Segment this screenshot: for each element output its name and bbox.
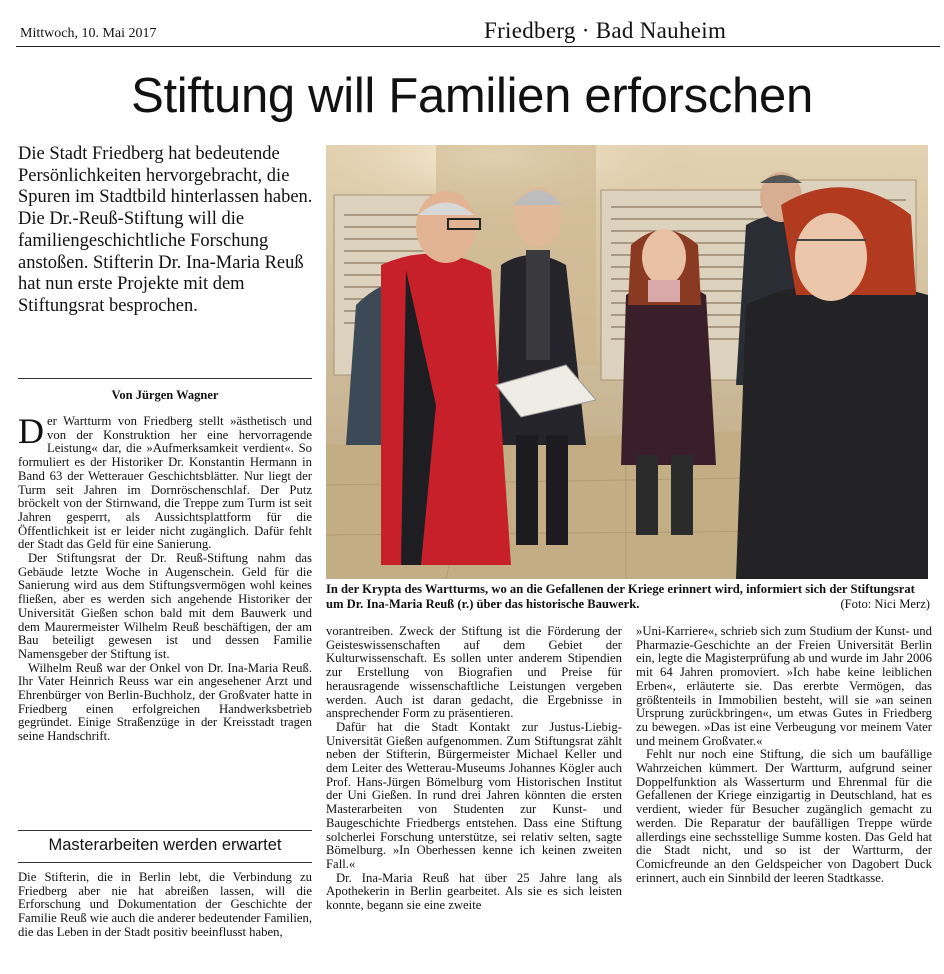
- subheading: Masterarbeiten werden erwartet: [48, 836, 282, 854]
- crypt-photo-illustration: [326, 145, 928, 579]
- article-intro: Die Stadt Friedberg hat bedeutende Persönlichkeiten hervorgebracht, die Spuren im Stadtbild hinterlassen haben. Die Dr.-Reuß-Stiftung will die familiengeschichtliche Forschung anstoßen. Stifterin Dr. Ina-Maria Reuß hat nun erste Projekte mit dem Stiftungsrat besprochen.: [18, 144, 313, 316]
- article-headline: Stiftung will Familien erforschen: [131, 69, 813, 123]
- photo-credit: (Foto: Nici Merz): [840, 596, 930, 611]
- byline: Von Jürgen Wagner: [111, 388, 219, 402]
- text-column-1a: [18, 411, 312, 744]
- divider: [18, 830, 312, 831]
- caption-text: In der Krypta des Wartturms, wo an die Gefallenen der Kriege erinnert wird, informiert sich der Stiftungsrat um Dr. Ina-Maria Reuß (r.) über das historische Bauwerk.: [326, 582, 915, 611]
- paragraph: »Uni-Karriere«, schrieb sich zum Studium der Kunst- und Pharmazie-Geschichte an der Freien Universität Berlin ein, legte die Magisterprüfung ab und wurde im Jahr 2006 mit 64 Jahren promoviert. »Ich habe keine leiblichen Erben«, erläuterte sie. Das ererbte Vermögen, das größtenteils in Immobilien besteht, will sie »an seinen Ursprung zurückbringen«, um etwas Gutes in Friedberg zu bewegen. »Das ist eine Verbeugung vor meinem Vater und meinem Großvater.«: [636, 624, 932, 748]
- section-title: Friedberg · Bad Nauheim: [484, 18, 727, 43]
- paragraph: Der Wartturm von Friedberg stellt »ästhetisch und von der Konstruktion her eine hervorragende Leistung« dar, die »Aufmerksamkeit verdient«. So formuliert es der Historiker Dr. Konstantin Hermann in Band 63 der Wetterauer Geschichtsblätter. Nur liegt der Turm seit Jahren im Dornröschenschlaf. Der Putz bröckelt von der Stirnwand, die Treppe zum Turm ist seit Jahren gesperrt, als Aussichtsplattform für die Öffentlichkeit ist er leider nicht zugänglich. Dafür fehlt der Stadt das Geld für eine Sanierung.: [18, 411, 312, 552]
- text-column-1b: [18, 871, 312, 940]
- masthead: [16, 14, 940, 47]
- paragraph: Der Stiftungsrat der Dr. Reuß-Stiftung nahm das Gebäude letzte Woche in Augenschein. Geld für die Sanierung wird aus dem Stiftungsvermögen wohl keines fließen, aber es werden sich angehende Historiker der Universität Gießen schon bald mit dem Bauwerk und dem Maurermeister Wilhelm Reuß beschäftigen, der am Bau beteiligt gewesen ist und dessen Familie Namensgeber der Stiftung ist.: [18, 551, 312, 661]
- divider: [18, 378, 312, 379]
- paragraph: vorantreiben. Zweck der Stiftung ist die Förderung der Geisteswissenschaften auf dem Gebiet der Kulturwissenschaft. Es sollen unter anderem Stipendien zur Erstellung von Biografien und Preise für herausragende wissenschaftliche Leistungen vergeben werden. Auch ist daran gedacht, die Ergebnisse in ansprechender Form zu präsentieren.: [326, 624, 622, 721]
- article-photo: [326, 145, 928, 579]
- paragraph: Dafür hat die Stadt Kontakt zur Justus-Liebig-Universität Gießen aufgenommen. Zum Stiftungsrat zählt neben der Stifterin, Bürgermeister Michael Keller und dem Leiter des Wetterau-Museums Johannes Kögler auch Prof. Hans-Jürgen Bömelburg vom Historischen Institut der Uni Gießen. In rund drei Jahren könnten die ersten Masterarbeiten von Studenten zur Kunst- und Baugeschichte Friedbergs entstehen. Dass eine Stiftung solcherlei Forschung unterstütze, sei relativ selten, sagte Bömelburg. »In Oberhessen kenne ich keinen zweiten Fall.«: [326, 719, 622, 871]
- text-column-2: [326, 625, 622, 913]
- paragraph: Die Stifterin, die in Berlin lebt, die Verbindung zu Friedberg aber nie hat abreißen lassen, will die Erforschung und Dokumentation der Geschichte der Familie Reuß wie auch die anderer bedeutender Familien, die das Leben in der Stadt positiv beeinflusst haben,: [18, 870, 312, 939]
- paragraph: Wilhelm Reuß war der Onkel von Dr. Ina-Maria Reuß. Ihr Vater Heinrich Reuss war ein angesehener Arzt und Ehrenbürger von Berlin-Buchholz, der Großvater hatte in Friedberg einen erfolgreichen Handwerksbetrieb gegründet. Einige Straßenzüge in der Kreisstadt tragen seine Handschrift.: [18, 660, 312, 744]
- photo-caption: [326, 582, 930, 611]
- divider: [18, 862, 312, 863]
- issue-date: Mittwoch, 10. Mai 2017: [20, 26, 157, 41]
- paragraph: Fehlt nur noch eine Stiftung, die sich um baufällige Wahrzeichen kümmert. Der Wartturm, aufgrund seiner Doppelfunktion als Wasserturm und Ehrenmal für die Gefallenen der Kriege einzigartig in Deutschland, hat es verdient, wieder für Besucher zugänglich gemacht zu werden. Die Reparatur der baufälligen Treppe würde allerdings eine sechsstellige Summe kosten. Das Geld hat die Stadt nicht, und so ist der Wartturm, der Comicfreunde an den Geldspeicher von Dagobert Duck erinnert, auch ein Sinnbild der leeren Stadtkasse.: [636, 747, 932, 885]
- paragraph: Dr. Ina-Maria Reuß hat über 25 Jahre lang als Apothekerin in Berlin gearbeitet. Als sie es sich leisten konnte, begann sie eine zweite: [326, 870, 622, 913]
- text-column-3: [636, 625, 932, 885]
